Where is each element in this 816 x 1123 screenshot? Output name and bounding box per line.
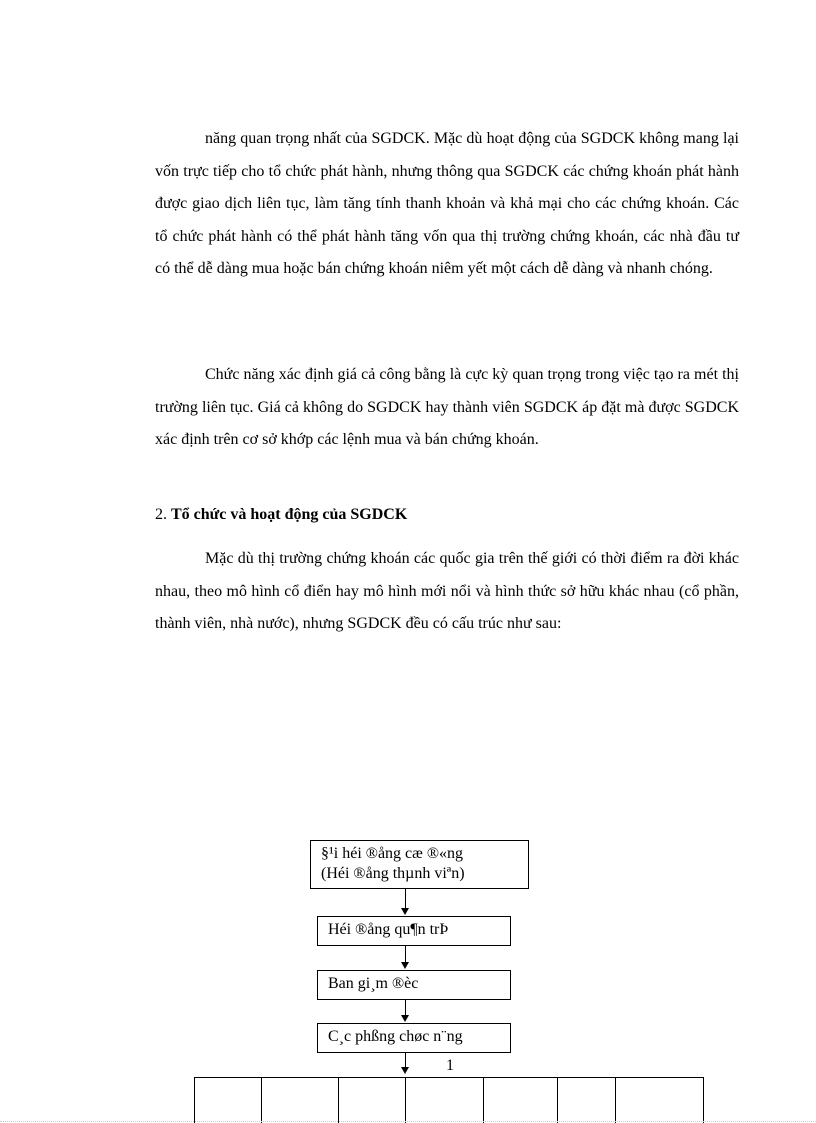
branch-6: [557, 1077, 558, 1123]
paragraph-1-text: năng quan trọng nhất của SGDCK. Mặc dù hoạt động của SGDCK không mang lại vốn trực tiếp cho tổ chức phát hành, nhưng thông qua SGDCK các chứng khoán phát hành được giao dịch liên tục, làm tăng tính thanh khoản và khả mại cho các chứng khoán. Các tổ chức phát hành có thể phát hành tăng vốn qua thị trường chứng khoán, các nhà đầu tư có thể dễ dàng mua hoặc bán chứng khoán niêm yết một cách dễ dàng và nhanh chóng.: [155, 130, 739, 277]
paragraph-2: Chức năng xác định giá cả công bằng là cực kỳ quan trọng trong việc tạo ra mét thị trường liên tục. Giá cả không do SGDCK hay thành viên SGDCK áp đặt mà được SGDCK xác định trên cơ sở khớp các lệnh mua và bán chứng khoán.: [155, 366, 739, 448]
branch-2: [261, 1077, 262, 1123]
chart-box-shareholders-line2: (Héi ®ång thµnh viªn): [321, 865, 465, 882]
connector-1: [405, 889, 406, 910]
branch-4: [405, 1077, 406, 1123]
chart-box-directors: Ban gi¸m ®èc: [317, 970, 511, 1000]
branch-5: [483, 1077, 484, 1123]
page-number: 1: [446, 1057, 454, 1074]
connector-4: [405, 1053, 406, 1067]
paragraph-1: [155, 123, 739, 286]
chart-box-departments: C¸c phßng chøc n¨ng: [317, 1023, 511, 1053]
branch-1: [194, 1077, 195, 1123]
chart-box-board: Héi ®ång qu¶n trÞ: [317, 916, 511, 946]
arrow-down-icon: [401, 1067, 409, 1074]
branch-7: [615, 1077, 616, 1123]
arrow-down-icon: [401, 962, 409, 969]
branch-8: [703, 1077, 704, 1123]
arrow-down-icon: [401, 908, 409, 915]
chart-box-shareholders-line1: §¹i héi ®ång cæ ®«ng: [321, 845, 463, 862]
arrow-down-icon: [401, 1015, 409, 1022]
section-title: Tổ chức và hoạt động của SGDCK: [171, 506, 408, 523]
section-heading: [155, 502, 407, 528]
branch-line: [194, 1077, 704, 1078]
chart-box-shareholders: [310, 840, 529, 889]
branch-3: [338, 1077, 339, 1123]
page-bottom-rule: [0, 1121, 816, 1122]
section-number: 2.: [155, 506, 167, 523]
paragraph-3: Mặc dù thị trường chứng khoán các quốc gia trên thế giới có thời điểm ra đời khác nhau, theo mô hình cổ điển hay mô hình mới nổi và hình thức sở hữu khác nhau (cổ phần, thành viên, nhà nước), nhưng SGDCK đều có cấu trúc như sau:: [155, 550, 739, 632]
